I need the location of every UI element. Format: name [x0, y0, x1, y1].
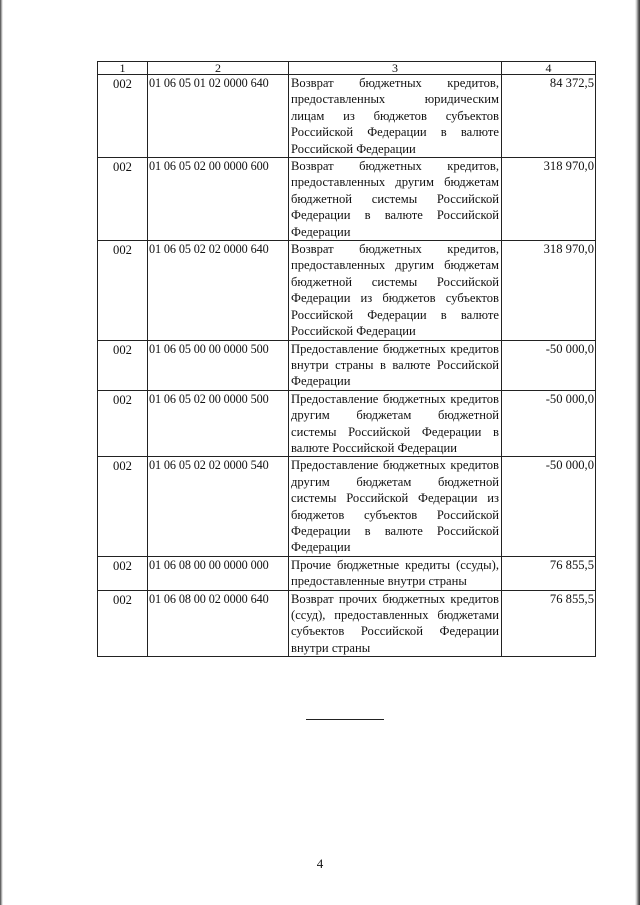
budget-table-body — [98, 62, 596, 657]
amount-cell: -50 000,0 — [502, 390, 596, 457]
table-row — [98, 241, 596, 340]
amount-cell: 84 372,5 — [502, 75, 596, 158]
scan-edge-right — [635, 0, 640, 905]
source-name-cell: Возврат бюджетных кредитов, предоставленных другим бюджетам бюджетной системы Российской Федерации из бюджетов субъектов Российской Федерации в валюте Российской Федерации — [289, 241, 502, 340]
budget-classification-code-cell: 01 06 05 01 02 0000 640 — [148, 75, 289, 158]
budget-classification-code-cell: 01 06 05 02 00 0000 500 — [148, 390, 289, 457]
table-row — [98, 457, 596, 556]
admin-code-cell: 002 — [98, 457, 148, 556]
amount-cell: -50 000,0 — [502, 340, 596, 390]
admin-code-cell: 002 — [98, 241, 148, 340]
source-name-cell: Прочие бюджетные кредиты (ссуды), предоставленные внутри страны — [289, 556, 502, 590]
admin-code-cell: 002 — [98, 556, 148, 590]
header-col-1: 1 — [98, 62, 148, 75]
source-name-cell: Возврат бюджетных кредитов, предоставленных другим бюджетам бюджетной системы Российской Федерации в валюте Российской Федерации — [289, 158, 502, 241]
amount-cell: 76 855,5 — [502, 590, 596, 657]
budget-classification-code-cell: 01 06 08 00 00 0000 000 — [148, 556, 289, 590]
table-row — [98, 556, 596, 590]
budget-classification-code-cell: 01 06 05 00 00 0000 500 — [148, 340, 289, 390]
admin-code-cell: 002 — [98, 340, 148, 390]
end-of-table-rule — [306, 719, 384, 720]
source-name-cell: Предоставление бюджетных кредитов другим бюджетам бюджетной системы Российской Федерации в валюте Российской Федерации — [289, 390, 502, 457]
amount-cell: -50 000,0 — [502, 457, 596, 556]
admin-code-cell: 002 — [98, 75, 148, 158]
budget-classification-code-cell: 01 06 05 02 00 0000 600 — [148, 158, 289, 241]
admin-code-cell: 002 — [98, 590, 148, 657]
source-name-cell: Возврат прочих бюджетных кредитов (ссуд), предоставленных бюджетами субъектов Российской Федерации внутри страны — [289, 590, 502, 657]
admin-code-cell: 002 — [98, 158, 148, 241]
amount-cell: 76 855,5 — [502, 556, 596, 590]
amount-cell: 318 970,0 — [502, 158, 596, 241]
amount-cell: 318 970,0 — [502, 241, 596, 340]
table-row — [98, 390, 596, 457]
admin-code-cell: 002 — [98, 390, 148, 457]
page-number: 4 — [316, 856, 324, 871]
source-name-cell: Предоставление бюджетных кредитов внутри страны в валюте Российской Федерации — [289, 340, 502, 390]
header-col-2: 2 — [148, 62, 289, 75]
budget-table — [97, 61, 596, 657]
table-row — [98, 590, 596, 657]
header-col-3: 3 — [289, 62, 502, 75]
table-row — [98, 158, 596, 241]
source-name-cell: Предоставление бюджетных кредитов другим бюджетам бюджетной системы Российской Федерации из бюджетов субъектов Российской Федерации в валюте Российской Федерации — [289, 457, 502, 556]
budget-classification-code-cell: 01 06 05 02 02 0000 640 — [148, 241, 289, 340]
table-row — [98, 75, 596, 158]
header-row — [98, 62, 596, 75]
source-name-cell: Возврат бюджетных кредитов, предоставленных юридическим лицам из бюджетов субъектов Российской Федерации в валюте Российской Федерации — [289, 75, 502, 158]
header-col-4: 4 — [502, 62, 596, 75]
table-row — [98, 340, 596, 390]
scan-edge-left — [0, 0, 3, 905]
budget-classification-code-cell: 01 06 08 00 02 0000 640 — [148, 590, 289, 657]
budget-classification-code-cell: 01 06 05 02 02 0000 540 — [148, 457, 289, 556]
